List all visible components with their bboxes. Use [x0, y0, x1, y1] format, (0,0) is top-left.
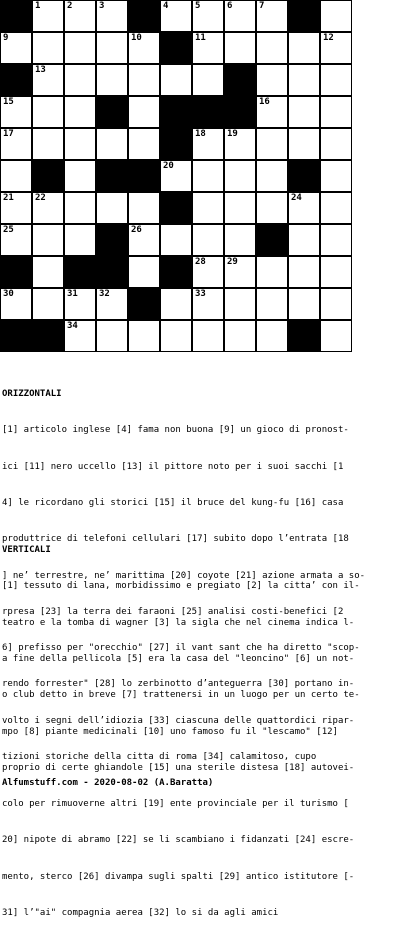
- black-cell: [160, 32, 192, 64]
- grid-cell[interactable]: [128, 128, 160, 160]
- black-cell: [64, 256, 96, 288]
- clue-number: 7: [259, 1, 265, 11]
- grid-cell[interactable]: [192, 224, 224, 256]
- down-clue-line: mpo [8] piante medicinali [10] uno famoso fu il "lescamo" [12]: [2, 726, 338, 737]
- grid-cell[interactable]: [128, 192, 160, 224]
- black-cell: [256, 224, 288, 256]
- black-cell: [224, 64, 256, 96]
- across-clue-line: tizioni storiche della citta di roma [34] calamitoso, cupo: [2, 752, 317, 762]
- clue-number: 28: [195, 257, 206, 267]
- grid-cell[interactable]: [64, 192, 96, 224]
- grid-cell[interactable]: [32, 64, 64, 96]
- black-cell: [288, 0, 320, 32]
- grid-cell[interactable]: [320, 128, 352, 160]
- grid-cell[interactable]: [288, 224, 320, 256]
- down-heading: VERTICALI: [2, 545, 51, 556]
- grid-cell[interactable]: [128, 96, 160, 128]
- grid-cell[interactable]: [192, 256, 224, 288]
- clue-number: 17: [3, 129, 14, 139]
- grid-cell[interactable]: [192, 288, 224, 320]
- clue-number: 15: [3, 97, 14, 107]
- grid-cell[interactable]: [96, 128, 128, 160]
- grid-cell[interactable]: [32, 288, 64, 320]
- across-clue-line: rendo forrester" [28] lo zerbinotto d’anteguerra [30] portano in-: [2, 679, 355, 690]
- grid-cell[interactable]: [64, 96, 96, 128]
- black-cell: [96, 160, 128, 192]
- grid-cell[interactable]: [96, 320, 128, 352]
- grid-cell[interactable]: [0, 128, 32, 160]
- clue-number: 16: [259, 97, 270, 107]
- grid-cell[interactable]: [128, 224, 160, 256]
- grid-cell[interactable]: [160, 288, 192, 320]
- black-cell: [32, 160, 64, 192]
- grid-cell[interactable]: [96, 64, 128, 96]
- grid-cell[interactable]: [320, 160, 352, 192]
- clue-number: 31: [67, 289, 78, 299]
- clue-number: 32: [99, 289, 110, 299]
- grid-cell[interactable]: [256, 192, 288, 224]
- grid-cell[interactable]: [64, 224, 96, 256]
- grid-cell[interactable]: [288, 128, 320, 160]
- clue-number: 29: [227, 257, 238, 267]
- grid-cell[interactable]: [32, 96, 64, 128]
- grid-cell[interactable]: [96, 32, 128, 64]
- grid-cell[interactable]: [64, 32, 96, 64]
- black-cell: [0, 256, 32, 288]
- grid-cell[interactable]: [192, 64, 224, 96]
- grid-cell[interactable]: [320, 0, 352, 32]
- clue-number: 25: [3, 225, 14, 235]
- grid-cell[interactable]: [64, 160, 96, 192]
- grid-cell[interactable]: [32, 256, 64, 288]
- grid-cell[interactable]: [256, 128, 288, 160]
- clue-number: 12: [323, 33, 334, 43]
- across-clue-line: rpresa [23] la terra dei faraoni [25] analisi costi-benefici [2: [2, 606, 344, 617]
- down-clue-line: mento, sterco [26] divampa sugli spalti [29] antico istitutore [-: [2, 871, 355, 882]
- black-cell: [288, 320, 320, 352]
- grid-cell[interactable]: [256, 288, 288, 320]
- across-heading: ORIZZONTALI: [2, 389, 62, 400]
- clue-number: 19: [227, 129, 238, 139]
- grid-cell[interactable]: [320, 224, 352, 256]
- grid-cell[interactable]: [160, 0, 192, 32]
- black-cell: [96, 224, 128, 256]
- down-clue-line: a fine della pellicola [5] era la casa del "leoncino" [6] un not-: [2, 654, 355, 665]
- clue-number: 6: [227, 1, 233, 11]
- clue-number: 21: [3, 193, 14, 203]
- grid-cell[interactable]: [128, 64, 160, 96]
- grid-cell[interactable]: [288, 256, 320, 288]
- grid-cell[interactable]: [224, 0, 256, 32]
- grid-cell[interactable]: [256, 64, 288, 96]
- grid-cell[interactable]: [256, 32, 288, 64]
- clue-number: 30: [3, 289, 14, 299]
- grid-cell[interactable]: [224, 224, 256, 256]
- grid-cell[interactable]: [320, 32, 352, 64]
- grid-cell[interactable]: [192, 128, 224, 160]
- grid-cell[interactable]: [64, 0, 96, 32]
- grid-cell[interactable]: [224, 320, 256, 352]
- clue-number: 22: [35, 193, 46, 203]
- grid-cell[interactable]: [192, 320, 224, 352]
- grid-cell[interactable]: [224, 160, 256, 192]
- grid-cell[interactable]: [32, 0, 64, 32]
- grid-cell[interactable]: [32, 192, 64, 224]
- down-clues: [2, 520, 412, 931]
- clue-number: 24: [291, 193, 302, 203]
- grid-cell[interactable]: [192, 0, 224, 32]
- grid-cell[interactable]: [256, 96, 288, 128]
- black-cell: [160, 192, 192, 224]
- grid-cell[interactable]: [0, 288, 32, 320]
- black-cell: [96, 96, 128, 128]
- grid-cell[interactable]: [160, 64, 192, 96]
- across-clue-line: ] ne’ terrestre, ne’ marittima [20] coyote [21] azione armata a so-: [2, 570, 366, 581]
- grid-cell[interactable]: [0, 224, 32, 256]
- grid-cell[interactable]: [288, 64, 320, 96]
- grid-cell[interactable]: [288, 288, 320, 320]
- grid-cell[interactable]: [32, 32, 64, 64]
- across-clue-line: [1] articolo inglese [4] fama non buona [9] un gioco di pronost-: [2, 425, 349, 436]
- grid-cell[interactable]: [256, 0, 288, 32]
- black-cell: [96, 256, 128, 288]
- grid-cell[interactable]: [128, 256, 160, 288]
- grid-cell[interactable]: [192, 192, 224, 224]
- grid-cell[interactable]: [256, 160, 288, 192]
- grid-cell[interactable]: [128, 320, 160, 352]
- black-cell: [128, 0, 160, 32]
- grid-cell[interactable]: [320, 288, 352, 320]
- crossword-grid: [0, 0, 353, 353]
- grid-cell[interactable]: [320, 256, 352, 288]
- grid-cell[interactable]: [224, 256, 256, 288]
- grid-cell[interactable]: [128, 32, 160, 64]
- grid-cell[interactable]: [160, 160, 192, 192]
- grid-cell[interactable]: [32, 128, 64, 160]
- across-clue-line: 4] le ricordano gli storici [15] il bruce del kung-fu [16] casa: [2, 498, 344, 509]
- down-clue-line: colo per rimuoverne altri [19] ente provinciale per il turismo [: [2, 799, 349, 810]
- grid-cell[interactable]: [256, 320, 288, 352]
- across-clue-line: produttrice di telefoni cellulari [17] subito dopo l’entrata [18: [2, 534, 349, 545]
- grid-cell[interactable]: [224, 128, 256, 160]
- grid-cell[interactable]: [64, 288, 96, 320]
- grid-cell[interactable]: [0, 32, 32, 64]
- grid-cell[interactable]: [320, 320, 352, 352]
- grid-cell[interactable]: [96, 0, 128, 32]
- down-clue-line: [1] tessuto di lana, morbidissimo e pregiato [2] la citta’ con il-: [2, 581, 360, 592]
- grid-cell[interactable]: [0, 192, 32, 224]
- clue-number: 18: [195, 129, 206, 139]
- black-cell: [0, 64, 32, 96]
- black-cell: [128, 160, 160, 192]
- grid-cell[interactable]: [224, 192, 256, 224]
- grid-cell[interactable]: [224, 288, 256, 320]
- clue-number: 33: [195, 289, 206, 299]
- down-clue-line: teatro e la tomba di wagner [3] la sigla che nel cinema indica l-: [2, 617, 355, 628]
- clue-number: 13: [35, 65, 46, 75]
- footer-credit: Alfumstuff.com - 2020-08-02 (A.Baratta): [2, 778, 214, 788]
- clue-number: 2: [67, 1, 73, 11]
- grid-cell[interactable]: [0, 96, 32, 128]
- grid-cell[interactable]: [160, 320, 192, 352]
- clue-number: 3: [99, 1, 105, 11]
- clue-number: 1: [35, 1, 41, 11]
- grid-cell[interactable]: [288, 96, 320, 128]
- black-cell: [128, 288, 160, 320]
- grid-cell[interactable]: [320, 192, 352, 224]
- grid-cell[interactable]: [0, 160, 32, 192]
- grid-cell[interactable]: [288, 192, 320, 224]
- black-cell: [224, 96, 256, 128]
- grid-cell[interactable]: [64, 320, 96, 352]
- grid-cell[interactable]: [320, 64, 352, 96]
- grid-cell[interactable]: [64, 128, 96, 160]
- across-clue-line: 6] prefisso per "orecchio" [27] il vant sant che ha diretto "scop-: [2, 643, 360, 654]
- black-cell: [0, 0, 32, 32]
- black-cell: [192, 96, 224, 128]
- clue-number: 9: [3, 33, 9, 43]
- clue-number: 4: [163, 1, 169, 11]
- clue-number: 34: [67, 321, 78, 331]
- down-clue-line: 31] l’"ai" compagnia aerea [32] lo si da agli amici: [2, 908, 279, 918]
- grid-cell[interactable]: [288, 32, 320, 64]
- grid-cell[interactable]: [64, 64, 96, 96]
- grid-cell[interactable]: [320, 96, 352, 128]
- grid-cell[interactable]: [192, 32, 224, 64]
- grid-cell[interactable]: [96, 288, 128, 320]
- black-cell: [0, 320, 32, 352]
- clue-number: 11: [195, 33, 206, 43]
- clue-number: 26: [131, 225, 142, 235]
- grid-cell[interactable]: [256, 256, 288, 288]
- grid-cell[interactable]: [224, 32, 256, 64]
- clue-number: 20: [163, 161, 174, 171]
- black-cell: [160, 96, 192, 128]
- black-cell: [160, 256, 192, 288]
- grid-cell[interactable]: [32, 224, 64, 256]
- black-cell: [32, 320, 64, 352]
- grid-cell[interactable]: [96, 192, 128, 224]
- down-clue-line: proprio di certe ghiandole [15] una sterile distesa [18] autovei-: [2, 762, 355, 773]
- clue-number: 10: [131, 33, 142, 43]
- black-cell: [288, 160, 320, 192]
- across-clue-line: volto i segni dell’idiozia [33] ciascuna delle quattordici ripar-: [2, 715, 355, 726]
- down-clue-line: 20] nipote di abramo [22] se li scambiano i fidanzati [24] escre-: [2, 835, 355, 846]
- black-cell: [160, 128, 192, 160]
- clue-number: 5: [195, 1, 201, 11]
- across-clue-line: ici [11] nero uccello [13] il pittore noto per i suoi sacchi [1: [2, 461, 344, 472]
- grid-cell[interactable]: [192, 160, 224, 192]
- down-clue-line: o club detto in breve [7] trattenersi in un luogo per un certo te-: [2, 690, 360, 701]
- grid-cell[interactable]: [160, 224, 192, 256]
